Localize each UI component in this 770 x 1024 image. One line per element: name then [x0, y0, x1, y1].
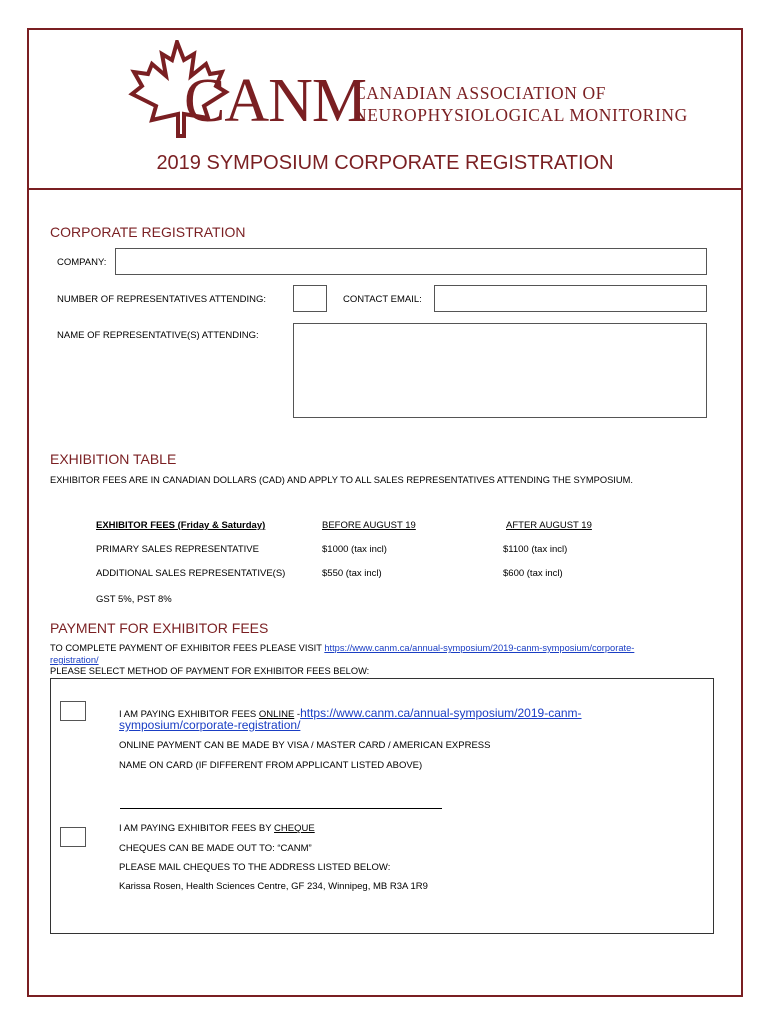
online-cards-note: ONLINE PAYMENT CAN BE MADE BY VISA / MASTER CARD / AMERICAN EXPRESS: [119, 740, 491, 751]
online-dash: -: [294, 709, 301, 720]
cheque-payment-option: [119, 823, 315, 834]
logo-wordmark: CANM: [184, 67, 367, 135]
online-payment-link[interactable]: https://www.canm.ca/annual-symposium/2019-canm-: [300, 706, 582, 720]
online-prefix: I AM PAYING EXHIBITOR FEES: [119, 709, 259, 720]
payment-heading: PAYMENT FOR EXHIBITOR FEES: [50, 620, 269, 636]
contact-email-input[interactable]: [434, 285, 707, 312]
fee-header-category: EXHIBITOR FEES (Friday & Saturday): [96, 520, 266, 531]
cheque-prefix: I AM PAYING EXHIBITOR FEES BY: [119, 823, 275, 834]
cheque-mail-note: PLEASE MAIL CHEQUES TO THE ADDRESS LISTED BELOW:: [119, 862, 391, 873]
header-divider: [27, 188, 743, 190]
online-method: ONLINE: [258, 709, 295, 720]
name-on-card-label: NAME ON CARD (IF DIFFERENT FROM APPLICANT LISTED ABOVE): [119, 760, 423, 771]
canm-logo: [122, 40, 688, 140]
fee-row-primary-label: PRIMARY SALES REPRESENTATIVE: [96, 544, 259, 555]
online-payment-link-cont[interactable]: symposium/corporate-registration/: [119, 718, 301, 732]
cheque-method: CHEQUE: [274, 823, 315, 834]
name-on-card-line[interactable]: [120, 808, 442, 809]
registration-heading: CORPORATE REGISTRATION: [50, 224, 246, 240]
tax-note: GST 5%, PST 8%: [96, 594, 172, 605]
cheque-payment-checkbox[interactable]: [60, 827, 86, 847]
logo-line-1: CANADIAN ASSOCIATION OF: [354, 83, 607, 103]
fee-header-after: AFTER AUGUST 19: [506, 520, 592, 531]
mailing-address: Karissa Rosen, Health Sciences Centre, GF 234, Winnipeg, MB R3A 1R9: [119, 881, 428, 892]
payment-select-text: PLEASE SELECT METHOD OF PAYMENT FOR EXHIBITOR FEES BELOW:: [50, 666, 370, 676]
payment-visit-text: TO COMPLETE PAYMENT OF EXHIBITOR FEES PLEASE VISIT: [50, 643, 325, 653]
online-payment-checkbox[interactable]: [60, 701, 86, 721]
fee-row-additional-after: $600 (tax incl): [503, 568, 563, 579]
payment-visit-line: [50, 643, 634, 653]
page-title: 2019 SYMPOSIUM CORPORATE REGISTRATION: [156, 152, 614, 174]
exhibition-note: EXHIBITOR FEES ARE IN CANADIAN DOLLARS (CAD) AND APPLY TO ALL SALES REPRESENTATIVES ATTENDING THE SYMPOSIUM.: [50, 475, 633, 485]
fee-row-primary-after: $1100 (tax incl): [503, 544, 568, 555]
fee-row-additional-label: ADDITIONAL SALES REPRESENTATIVE(S): [96, 568, 286, 579]
fee-header-before: BEFORE AUGUST 19: [322, 520, 416, 531]
company-input[interactable]: [115, 248, 707, 275]
payment-visit-link[interactable]: https://www.canm.ca/annual-symposium/2019-canm-symposium/corporate-: [324, 643, 635, 653]
reps-count-input[interactable]: [293, 285, 327, 312]
company-label: COMPANY:: [57, 257, 107, 268]
contact-email-label: CONTACT EMAIL:: [343, 294, 422, 305]
fee-row-primary-before: $1000 (tax incl): [322, 544, 387, 555]
fee-row-additional-before: $550 (tax incl): [322, 568, 382, 579]
payment-visit-link-cont[interactable]: registration/: [50, 655, 99, 665]
rep-names-textarea[interactable]: [293, 323, 707, 418]
exhibition-heading: EXHIBITION TABLE: [50, 451, 177, 467]
reps-count-label: NUMBER OF REPRESENTATIVES ATTENDING:: [57, 294, 267, 305]
rep-names-label: NAME OF REPRESENTATIVE(S) ATTENDING:: [57, 330, 259, 341]
logo-line-2: NEUROPHYSIOLOGICAL MONITORING: [354, 105, 688, 125]
cheque-payable-note: CHEQUES CAN BE MADE OUT TO: “CANM”: [119, 843, 312, 854]
